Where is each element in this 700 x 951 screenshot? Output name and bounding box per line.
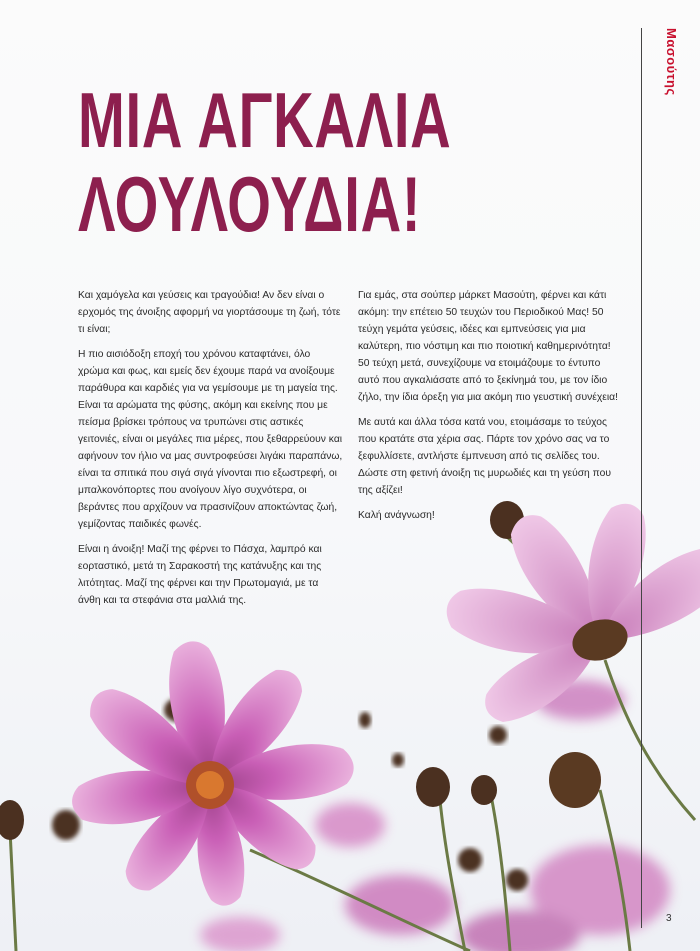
closing-line: Καλή ανάγνωση! [358, 510, 435, 521]
paragraph: Και χαμόγελα και γεύσεις και τραγούδια! Αν δεν είναι ο ερχομός της άνοιξης αφορμή να γιορτάσουμε τη ζωή, τότε τι είναι; [78, 290, 341, 335]
text-column-left [78, 287, 343, 617]
paragraph: Είναι η άνοιξη! Μαζί της φέρνει το Πάσχα, λαμπρό και εορταστικό, μετά τη Σαρακοστή της κατάνυξης και της λιτότητας. Μαζί της φέρνει και την Πρωτομαγιά, με τα άνθη και τα στεφάνια στα μαλλιά της. [78, 544, 322, 606]
page-number: 3 [666, 913, 672, 924]
headline-line-2: ΛΟΥΛΟΥΔΙΑ! [78, 160, 422, 248]
paragraph: Με αυτά και άλλα τόσα κατά νου, ετοιμάσαμε το τεύχος που κρατάτε στα χέρια σας. Πάρτε τον χρόνο σας να το ξεφυλλίσετε, αντλήστε έμπνευση από τις σελίδες του. Δώστε στη φετινή άνοιξη τις μυρωδιές και τη γεύση που της αξίζει! [358, 417, 611, 496]
text-column-right [358, 287, 623, 532]
paragraph: Για εμάς, στα σούπερ μάρκετ Μασούτη, φέρνει και κάτι ακόμη: την επέτειο 50 τευχών του Περιοδικού Μας! 50 τεύχη γεμάτα γεύσεις, ιδέες και εμπνεύσεις για μια καλύτερη, πιο νόστιμη και πιο ποιοτική καθημερινότητα! 50 τεύχη μετά, συνεχίζουμε να ετοιμάζουμε το έντυπο αυτό που αγκαλιάσατε από το ξεκίνημά του, με τον ίδιο ζήλο, την ίδια όρεξη για μια ακόμη πιο γευστική συνέχεια! [358, 290, 618, 403]
headline-line-1: ΜΙΑ ΑΓΚΑΛΙΑ [78, 76, 452, 164]
vertical-divider [641, 28, 642, 928]
paragraph: Η πιο αισιόδοξη εποχή του χρόνου καταφτάνει, όλο χρώμα και φως, και εμείς δεν έχουμε παρά να ανοίξουμε παράθυρα και καρδιές για να γεμίσουμε με τη μαγεία της. Είναι τα αρώματα της φύσης, ακόμη και εκείνης που με πείσμα βρίσκει τρόπους να τρυπώνει στις αστικές γειτονιές, είναι οι μεγάλες πια μέρες, που ξεθαρρεύουν και αφήνουν τον ήλιο να μας συντροφεύσει λιγάκι παραπάνω, είναι τα σπιτικά που σιγά σιγά γίνονται πιο εξωστρεφή, οι μπαλκονόπορτες που ανοίγουν λίγο συχνότερα, οι βεράντες που αρχίζουν να πρασινίζουν αποκτώντας ζωή, γεμίζοντας παιδικές φωνές. [78, 349, 343, 530]
brand-logo: Μασούτης [664, 28, 679, 96]
large-flower-left [68, 637, 357, 909]
headline [78, 78, 451, 246]
